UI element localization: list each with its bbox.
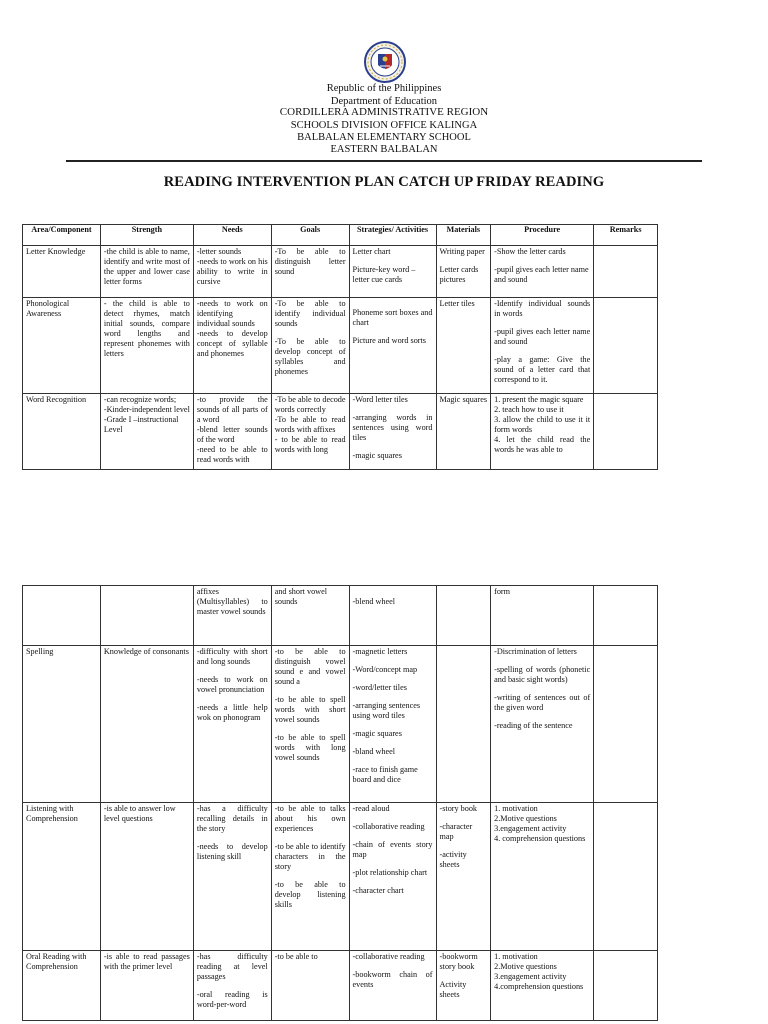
procedure-item: -pupil gives each letter name and sound xyxy=(494,327,591,346)
intervention-table-page1 xyxy=(22,224,658,470)
material-item: Activity sheets xyxy=(439,980,467,999)
cell-strength: Knowledge of consonants xyxy=(100,646,193,803)
strategy-item: -word/letter tiles xyxy=(352,683,407,692)
cell-strength: -can recognize words; -Kinder-independent level -Grade I –instructional Level xyxy=(100,394,193,470)
goal-item: -To be able to develop concept of syllables and phonemes xyxy=(274,337,346,376)
cell-needs: -to provide the sounds of all parts of a word -blend letter sounds of the word -need to be able to read words with xyxy=(193,394,271,470)
strategy-item: -plot relationship chart xyxy=(352,868,428,877)
cell-goals xyxy=(271,803,349,951)
table-header-row xyxy=(23,225,658,246)
cell-goals: -To be able to distinguish letter sound xyxy=(271,246,349,298)
cell-procedure xyxy=(491,646,594,803)
cell-area xyxy=(23,586,101,646)
strategy-item: -bland wheel xyxy=(352,747,396,756)
cell-area: Oral Reading with Comprehension xyxy=(23,951,101,1021)
cell-remarks xyxy=(594,951,658,1021)
material-item: -bookworm story book xyxy=(439,952,478,971)
procedure-item: -Identify individual sounds in words xyxy=(494,299,591,318)
cell-strategies xyxy=(349,646,436,803)
need-item: -needs to develop listening skill xyxy=(196,842,268,861)
cell-remarks xyxy=(594,803,658,951)
col-header-goals: Goals xyxy=(271,225,349,246)
strategy-item: -Word letter tiles xyxy=(352,395,408,404)
cell-materials xyxy=(436,803,491,951)
material-item: Letter tiles xyxy=(439,299,475,308)
cell-goals: -to be able to xyxy=(271,951,349,1021)
table-row-word-recognition xyxy=(23,394,658,470)
cell-materials xyxy=(436,646,491,803)
cell-goals: and short vowel sounds xyxy=(271,586,349,646)
procedure-item: -reading of the sentence xyxy=(494,721,573,730)
procedure-item: -play a game: Give the sound of a letter card that correspond to it. xyxy=(494,355,591,384)
strategy-item: Picture-key word – letter cue cards xyxy=(352,265,416,284)
procedure-item: -spelling of words (phonetic and basic sight words) xyxy=(494,665,591,684)
goal-item: -to be able to talks about his own experiences xyxy=(274,804,346,833)
cell-remarks xyxy=(594,394,658,470)
cell-needs xyxy=(193,951,271,1021)
strategy-item: Letter chart xyxy=(352,247,391,256)
page-title: READING INTERVENTION PLAN CATCH UP FRIDAY READING xyxy=(163,174,605,190)
cell-strategies xyxy=(349,246,436,298)
cell-strategies xyxy=(349,803,436,951)
cell-needs xyxy=(193,803,271,951)
strategy-item: -Word/concept map xyxy=(352,665,418,674)
strategy-item: -magic squares xyxy=(352,451,402,460)
strategy-item: Picture and word sorts xyxy=(352,336,426,345)
col-header-procedure: Procedure xyxy=(491,225,594,246)
cell-area: Phonological Awareness xyxy=(23,298,101,394)
need-item: -has a difficulty recalling details in the story xyxy=(196,804,268,833)
material-item: -character map xyxy=(439,822,473,841)
cell-procedure: 1. present the magic square 2. teach how to use it 3. allow the child to use it it form words 4. let the child read the words he was able to xyxy=(491,394,594,470)
strategy-item: -chain of events story map xyxy=(352,840,433,859)
cell-procedure: form xyxy=(491,586,594,646)
material-item: Magic squares xyxy=(439,395,488,404)
material-item: Writing paper xyxy=(439,247,485,256)
cell-procedure: 1. motivation 2.Motive questions 3.engagement activity 4.comprehension questions xyxy=(491,951,594,1021)
need-item: -oral reading is word-per-word xyxy=(196,990,268,1009)
table-row-word-recognition-continued xyxy=(23,586,658,646)
table-row-spelling xyxy=(23,646,658,803)
goal-item: -To be able to identify individual sounds xyxy=(274,299,346,328)
strategy-item: -arranging sentences using word tiles xyxy=(352,701,421,720)
strategy-item: -blend wheel xyxy=(352,597,396,606)
col-header-needs: Needs xyxy=(193,225,271,246)
cell-remarks xyxy=(594,646,658,803)
header-department: Department of Education xyxy=(330,96,438,107)
strategy-item: -collaborative reading xyxy=(352,822,425,831)
table-row-listening-comprehension xyxy=(23,803,658,951)
strategy-item: -collaborative reading xyxy=(352,952,425,961)
strategy-item: -arranging words in sentences using word tiles xyxy=(352,413,433,442)
strategy-item: -magic squares xyxy=(352,729,402,738)
col-header-strategies: Strategies/ Activities xyxy=(349,225,436,246)
material-item: Letter cards pictures xyxy=(439,265,479,284)
header-region: CORDILLERA ADMINISTRATIVE REGION xyxy=(279,106,489,118)
cell-goals xyxy=(271,298,349,394)
strategy-item: -character chart xyxy=(352,886,404,895)
cell-materials xyxy=(436,586,491,646)
header-school: BALBALAN ELEMENTARY SCHOOL xyxy=(297,132,471,143)
cell-area: Word Recognition xyxy=(23,394,101,470)
header-district: EASTERN BALBALAN xyxy=(330,144,438,155)
table-row-letter-knowledge xyxy=(23,246,658,298)
cell-strategies xyxy=(349,298,436,394)
goal-item: -to be able to identify characters in the story xyxy=(274,842,346,871)
cell-materials xyxy=(436,394,491,470)
cell-area: Listening with Comprehension xyxy=(23,803,101,951)
deped-seal-logo xyxy=(364,41,406,83)
col-header-strength: Strength xyxy=(100,225,193,246)
cell-remarks xyxy=(594,298,658,394)
cell-goals xyxy=(271,646,349,803)
goal-item: -to be able to spell words with long vowel sounds xyxy=(274,733,346,762)
need-item: -needs a little help wok on phonogram xyxy=(196,703,268,722)
cell-needs: -needs to work on identifying individual sounds -needs to develop concept of syllable and phonemes xyxy=(193,298,271,394)
cell-strength: -is able to answer low level questions xyxy=(100,803,193,951)
cell-procedure xyxy=(491,246,594,298)
col-header-materials: Materials xyxy=(436,225,491,246)
procedure-item: -writing of sentences out of the given word xyxy=(494,693,591,712)
cell-area: Spelling xyxy=(23,646,101,803)
col-header-remarks: Remarks xyxy=(594,225,658,246)
procedure-item: -Show the letter cards xyxy=(494,247,566,256)
need-item: -has difficulty reading at level passages xyxy=(196,952,268,981)
col-header-area: Area/Component xyxy=(23,225,101,246)
procedure-item: -pupil gives each letter name and sound xyxy=(494,265,589,284)
cell-materials xyxy=(436,298,491,394)
need-item: -difficulty with short and long sounds xyxy=(196,647,268,666)
intervention-table-page2 xyxy=(22,585,658,1021)
cell-needs: -letter sounds -needs to work on his ability to write in cursive xyxy=(193,246,271,298)
cell-goals: -To be able to decode words correctly -To be able to read words with affixes - to be able to read words with long xyxy=(271,394,349,470)
cell-needs: affixes (Multisyllables) to master vowel sounds xyxy=(193,586,271,646)
cell-materials xyxy=(436,951,491,1021)
strategy-item: -read aloud xyxy=(352,804,390,813)
goal-item: -to be able to develop listening skills xyxy=(274,880,346,909)
cell-strategies xyxy=(349,951,436,1021)
procedure-item: -Discrimination of letters xyxy=(494,647,577,656)
goal-item: -to be able to spell words with short vowel sounds xyxy=(274,695,346,724)
table-row-oral-reading xyxy=(23,951,658,1021)
cell-area: Letter Knowledge xyxy=(23,246,101,298)
cell-strength: - the child is able to detect rhymes, match initial sounds, compare word lengths and represent phonemes with letters xyxy=(100,298,193,394)
cell-needs xyxy=(193,646,271,803)
material-item: -story book xyxy=(439,804,478,813)
cell-remarks xyxy=(594,586,658,646)
strategy-item: Phoneme sort boxes and chart xyxy=(352,308,433,327)
strategy-item: -magnetic letters xyxy=(352,647,408,656)
goal-item: -to be able to distinguish vowel sound e and vowel sound a xyxy=(274,647,346,686)
cell-strength: -the child is able to name, identify and write most of the upper and lower case letter forms xyxy=(100,246,193,298)
strategy-item: -race to finish game board and dice xyxy=(352,765,418,784)
cell-materials xyxy=(436,246,491,298)
strategy-item: -bookworm chain of events xyxy=(352,970,433,989)
cell-strategies xyxy=(349,394,436,470)
cell-procedure xyxy=(491,298,594,394)
table-row-phonological-awareness xyxy=(23,298,658,394)
header-divider xyxy=(66,160,702,162)
header-republic: Republic of the Philippines xyxy=(326,83,442,94)
cell-strength: -is able to read passages with the primer level xyxy=(100,951,193,1021)
cell-strength xyxy=(100,586,193,646)
cell-procedure: 1. motivation 2.Motive questions 3.engagement activity 4. comprehension questions xyxy=(491,803,594,951)
cell-remarks xyxy=(594,246,658,298)
header-division: SCHOOLS DIVISION OFFICE KALINGA xyxy=(290,120,478,131)
cell-strategies xyxy=(349,586,436,646)
need-item: -needs to work on vowel pronunciation xyxy=(196,675,268,694)
material-item: -activity sheets xyxy=(439,850,467,869)
